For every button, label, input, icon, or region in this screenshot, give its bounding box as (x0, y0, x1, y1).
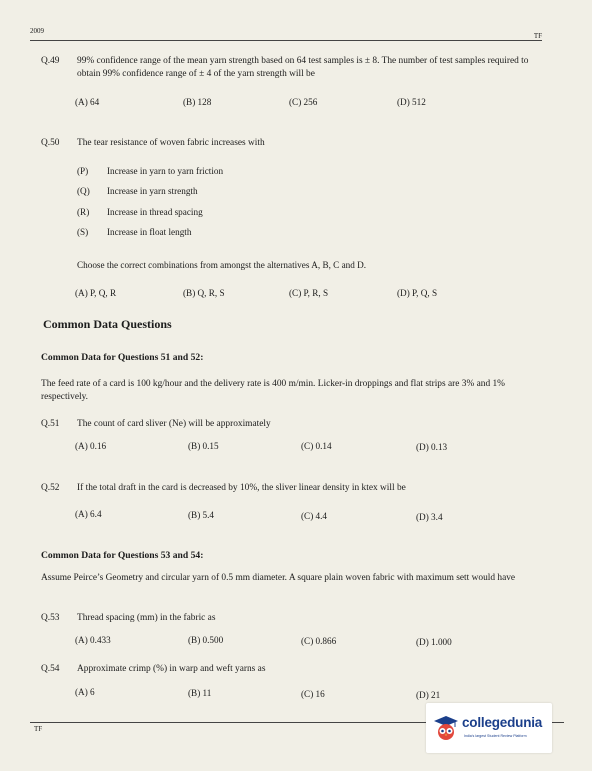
option-d: (D) 512 (397, 97, 426, 107)
option-b: (B) 0.500 (188, 635, 224, 645)
common-data-heading: Common Data for Questions 51 and 52: (41, 352, 204, 363)
question-number: Q.52 (41, 483, 60, 493)
question-text: The count of card sliver (Ne) will be approximately (77, 419, 271, 429)
option-c: (C) 0.866 (301, 636, 337, 646)
header-year: 2009 (30, 27, 44, 35)
option-b: (B) 11 (188, 688, 212, 698)
statement-key: (P) (77, 166, 89, 176)
option-d: (D) 0.13 (416, 442, 448, 452)
option-b: (B) 0.15 (188, 441, 219, 451)
statement-key: (Q) (77, 186, 90, 196)
statement-text: Increase in thread spacing (107, 207, 203, 217)
statement-text: Increase in yarn to yarn friction (107, 166, 224, 176)
question-number: Q.53 (41, 613, 60, 623)
collegedunia-logo[interactable] (426, 703, 552, 753)
logo-tagline: India's largest Student Review Platform (464, 734, 527, 738)
option-c: (C) P, R, S (289, 288, 329, 298)
option-b: (B) 128 (183, 97, 212, 107)
option-a: (A) 64 (75, 97, 100, 107)
option-d: (D) 1.000 (416, 637, 452, 647)
statement-text: Increase in float length (107, 227, 192, 237)
question-number: Q.50 (41, 138, 60, 148)
question-text: Approximate crimp (%) in warp and weft yarns as (77, 664, 266, 674)
question-text: 99% confidence range of the mean yarn strength based on 64 test samples is ± 8. The number of test samples required to obtain 99% confidence range of ± 4 of the yarn strength will be (77, 56, 529, 79)
common-data-heading: Common Data for Questions 53 and 54: (41, 550, 204, 561)
statement-r (77, 207, 203, 217)
instruction-text: Choose the correct combinations from amongst the alternatives A, B, C and D. (77, 260, 367, 270)
section-title: Common Data Questions (43, 317, 172, 331)
question-number: Q.54 (41, 664, 60, 674)
option-c: (C) 4.4 (301, 511, 328, 521)
option-a: (A) P, Q, R (75, 288, 117, 298)
option-c: (C) 256 (289, 97, 318, 107)
common-data-text: The feed rate of a card is 100 kg/hour and the delivery rate is 400 m/min. Licker-in droppings and flat strips are 3% and 1% respectively. (41, 379, 505, 402)
option-b: (B) 5.4 (188, 510, 215, 520)
option-a: (A) 0.433 (75, 635, 111, 645)
statement-s (77, 227, 191, 237)
graduate-owl-icon (433, 715, 459, 741)
option-d: (D) 21 (416, 690, 441, 700)
common-data-text: Assume Peirce’s Geometry and circular yarn of 0.5 mm diameter. A square plain woven fabric with maximum sett would have (41, 573, 516, 583)
option-c: (C) 0.14 (301, 441, 332, 451)
option-a: (A) 6 (75, 687, 95, 697)
statement-p (77, 166, 223, 176)
question-number: Q.51 (41, 419, 60, 429)
question-text: The tear resistance of woven fabric increases with (77, 138, 265, 148)
statement-text: Increase in yarn strength (107, 186, 198, 196)
option-b: (B) Q, R, S (183, 288, 225, 298)
footer-paper-code: TF (34, 725, 43, 733)
option-a: (A) 6.4 (75, 509, 102, 519)
option-d: (D) 3.4 (416, 512, 443, 522)
statement-key: (R) (77, 207, 90, 217)
option-d: (D) P, Q, S (397, 288, 438, 298)
logo-name: collegedunia (462, 715, 543, 730)
option-a: (A) 0.16 (75, 441, 107, 451)
question-text: Thread spacing (mm) in the fabric as (77, 613, 216, 623)
question-text: If the total draft in the card is decreased by 10%, the sliver linear density in ktex will be (77, 483, 406, 493)
question-number: Q.49 (41, 56, 60, 66)
option-c: (C) 16 (301, 689, 325, 699)
header-paper-code: TF (533, 32, 542, 40)
statement-q (77, 186, 198, 196)
header-divider (30, 40, 542, 41)
statement-key: (S) (77, 227, 89, 237)
